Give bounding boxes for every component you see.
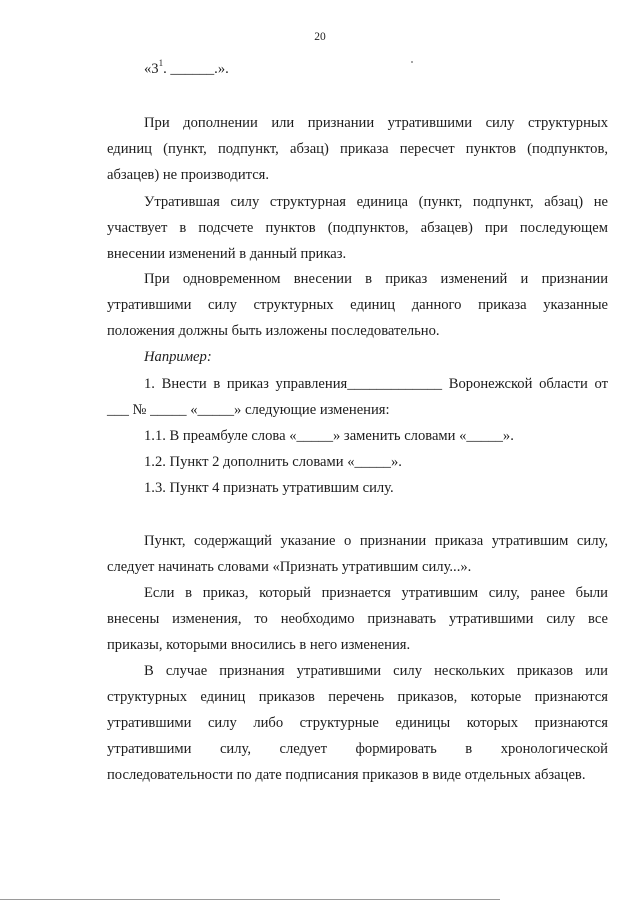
example-line-1: 1. Внести в приказ управления_____________ Воронежской области от <box>144 376 608 392</box>
quote-open: «3 <box>144 61 159 77</box>
para3-line-3: положения должны быть изложены последовательно. <box>107 323 440 339</box>
para6-line-5: последовательности по дате подписания приказов в виде отдельных абзацев. <box>107 767 586 783</box>
example-line-2: ___ № _____ «_____» следующие изменения: <box>107 402 390 418</box>
para6-line-1: В случае признания утратившими силу нескольких приказов или <box>144 663 608 679</box>
quote-superscript: 1 <box>158 58 164 69</box>
para5-line-1: Если в приказ, который признается утратившим силу, ранее были <box>144 585 608 601</box>
example-line-4: 1.2. Пункт 2 дополнить словами «_____». <box>144 454 402 470</box>
para6-line-2: структурных единиц приказов перечень приказов, которые признаются <box>107 689 608 705</box>
bottom-edge-line <box>0 899 500 900</box>
para6-line-4: утратившими силу, следует формировать в хронологической <box>107 741 608 757</box>
quote-line <box>144 60 229 78</box>
para2-line-1: Утратившая силу структурная единица (пункт, подпункт, абзац) не <box>144 194 608 210</box>
para3-line-2: утратившими силу структурных единиц данного приказа указанные <box>107 297 608 313</box>
para2-line-3: внесении изменений в данный приказ. <box>107 246 347 262</box>
para5-line-2: внесены изменения, то необходимо признавать утратившими силу все <box>107 611 608 627</box>
example-line-5: 1.3. Пункт 4 признать утратившим силу. <box>144 480 394 496</box>
example-line-3: 1.1. В преамбуле слова «_____» заменить словами «_____». <box>144 428 514 444</box>
para3-line-1: При одновременном внесении в приказ изменений и признании <box>144 271 608 287</box>
para6-line-3: утратившими силу либо структурные единицы которых признаются <box>107 715 608 731</box>
para1-line-2: единиц (пункт, подпункт, абзац) приказа пересчет пунктов (подпунктов, <box>107 141 608 157</box>
para1-line-1: При дополнении или признании утратившими силу структурных <box>144 115 608 131</box>
quote-close: . ______.». <box>163 61 229 77</box>
page-number: 20 <box>314 31 326 43</box>
example-label <box>144 348 212 366</box>
example-label-text: Например: <box>144 349 212 365</box>
para5-line-3: приказы, которыми вносились в него изменения. <box>107 637 411 653</box>
para2-line-2: участвует в подсчете пунктов (подпунктов, абзацев) при последующем <box>107 220 608 236</box>
speck <box>411 61 413 63</box>
para1-line-3: абзацев) не производится. <box>107 167 270 183</box>
para4-line-2: следует начинать словами «Признать утратившим силу...». <box>107 559 472 575</box>
para4-line-1: Пункт, содержащий указание о признании приказа утратившим силу, <box>144 533 608 549</box>
